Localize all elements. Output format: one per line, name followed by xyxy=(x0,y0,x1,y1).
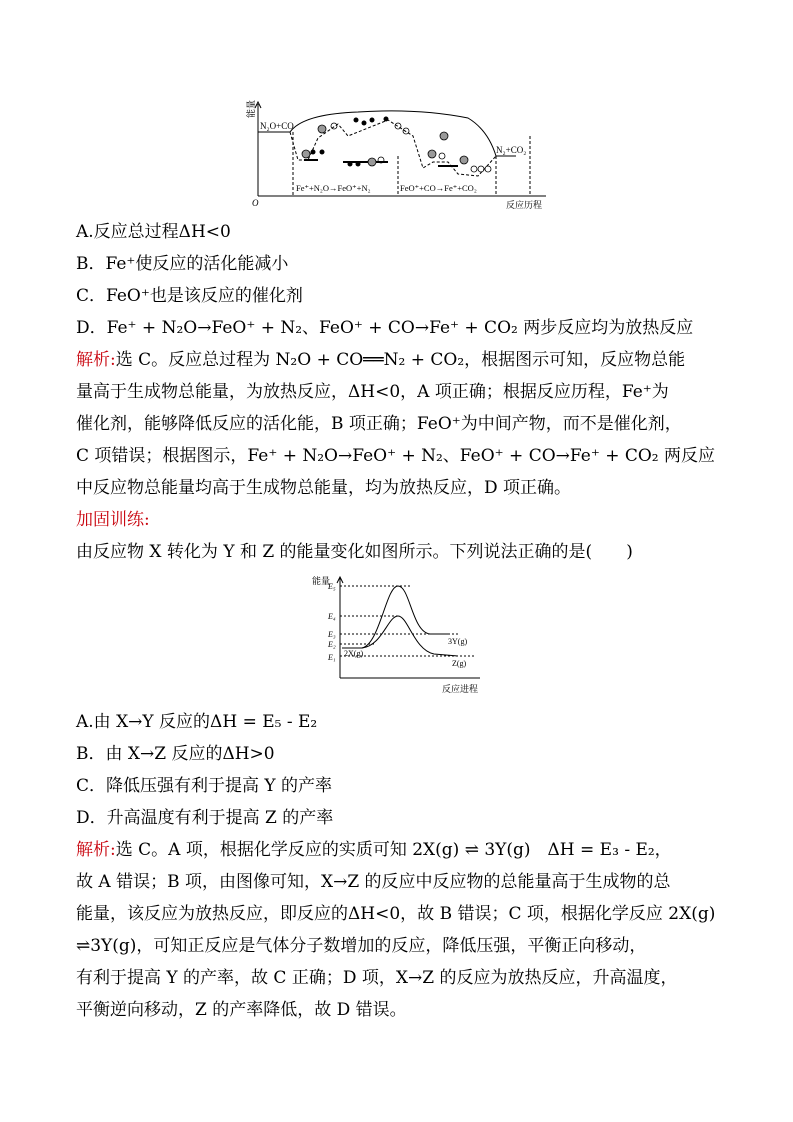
level-e4: E₄ xyxy=(328,612,336,621)
progress-axis-label-2: 反应进程 xyxy=(442,684,479,694)
product-label: N₂+CO₂ xyxy=(496,145,527,155)
level-e5: E₅ xyxy=(328,582,336,591)
energy-axis-label-2: 能量 xyxy=(312,576,331,586)
analysis1-line-3: 催化剂，能够降低反应的活化能，B 项正确；FeO⁺为中间产物，而不是催化剂， xyxy=(76,414,682,434)
reinforce-training-heading: 加固训练: xyxy=(76,510,150,530)
progress-axis-label: 反应历程 xyxy=(506,200,543,210)
reaction-energy-diagram-2 xyxy=(300,574,500,698)
q1-option-d: D．Fe⁺ + N₂O→FeO⁺ + N₂、FeO⁺ + CO→Fe⁺ + CO₂ 两步反应均为放热反应 xyxy=(76,318,694,338)
analysis2-line-4: ⇌3Y(g)，可知正反应是气体分子数增加的反应，降低压强，平衡正向移动， xyxy=(76,936,647,956)
molecule-icons xyxy=(302,117,491,173)
level-e1: E₁ xyxy=(328,653,336,662)
analysis1-line-4: C 项错误；根据图示，Fe⁺ + N₂O→FeO⁺ + N₂、FeO⁺ + CO→Fe⁺ + CO₂ 两反应 xyxy=(76,446,716,466)
energy-axis-label: 能量 xyxy=(246,99,256,118)
analysis2-line-6: 平衡逆向移动，Z 的产率降低，故 D 错误。 xyxy=(76,1000,407,1020)
curve-label-x: 2X(g) xyxy=(344,649,364,658)
q2-option-d: D．升高温度有利于提高 Z 的产率 xyxy=(76,808,334,828)
origin-label: O xyxy=(252,198,259,208)
analysis1-line-2: 量高于生成物总能量，为放热反应，ΔH<0，A 项正确；根据反应历程，Fe⁺为 xyxy=(76,382,669,402)
analysis2-label: 解析: xyxy=(76,840,116,860)
analysis2-line-5: 有利于提高 Y 的产率，故 C 正确；D 项，X→Z 的反应为放热反应，升高温度， xyxy=(76,968,678,988)
question2-stem: 由反应物 X 转化为 Y 和 Z 的能量变化如图所示。下列说法正确的是( ) xyxy=(76,542,633,562)
analysis1-line-5: 中反应物总能量均高于生成物总能量，均为放热反应，D 项正确。 xyxy=(76,478,572,498)
q2-option-c: C．降低压强有利于提高 Y 的产率 xyxy=(76,776,333,796)
reaction-energy-diagram-1 xyxy=(238,96,558,214)
analysis1-label: 解析: xyxy=(76,350,116,370)
analysis2-line-1: 解析:选 C。A 项，根据化学反应的实质可知 2X(g) ⇌ 3Y(g) ΔH = E₃ - E₂， xyxy=(76,840,672,860)
step1-equation: Fe⁺+N₂O→FeO⁺+N₂ xyxy=(296,183,371,193)
analysis2-line-2: 故 A 错误；B 项，由图像可知，X→Z 的反应中反应物的总能量高于生成物的总 xyxy=(76,872,671,892)
q2-option-b: B．由 X→Z 反应的ΔH>0 xyxy=(76,744,275,764)
curve-label-z: Z(g) xyxy=(452,659,467,668)
curve-label-y: 3Y(g) xyxy=(448,637,468,646)
reactant-label: N₂O+CO xyxy=(260,121,294,131)
q1-option-c: C．FeO⁺也是该反应的催化剂 xyxy=(76,286,303,306)
q1-option-a: A.反应总过程ΔH<0 xyxy=(76,222,231,242)
analysis1-line-1: 解析:选 C。反应总过程为 N₂O + CO══N₂ + CO₂，根据图示可知，反应物总能 xyxy=(76,350,686,370)
level-e3: E₃ xyxy=(328,630,336,639)
level-e2: E₂ xyxy=(328,640,336,649)
q1-option-b: B．Fe⁺使反应的活化能减小 xyxy=(76,254,289,274)
step2-equation: FeO⁺+CO→Fe⁺+CO₂ xyxy=(400,183,477,193)
q2-option-a: A.由 X→Y 反应的ΔH = E₅ - E₂ xyxy=(76,712,318,732)
analysis2-line-3: 能量，该反应为放热反应，即反应的ΔH<0，故 B 错误；C 项，根据化学反应 2X(g) xyxy=(76,904,716,924)
